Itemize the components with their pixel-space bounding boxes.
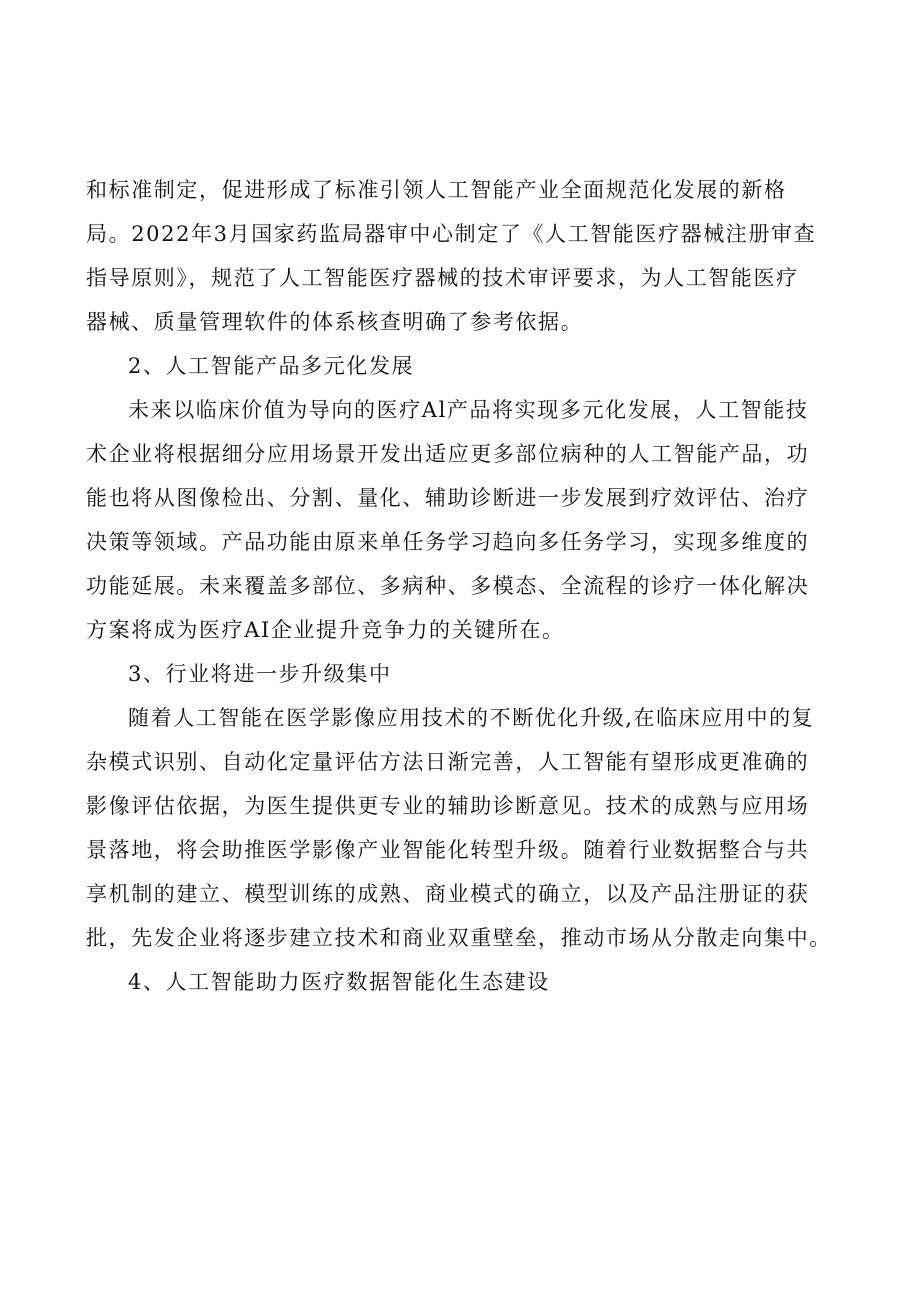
section-heading-4: 4、人工智能助力医疗数据智能化生态建设 <box>128 970 550 994</box>
paragraph-first-line: 随着人工智能在医学影像应用技术的不断优化升级,在临床应用中的复 <box>128 706 815 730</box>
paragraph-line: 批，先发企业将逐步建立技术和商业双重壁垒，推动市场从分散走向集中。 <box>86 926 832 950</box>
paragraph-line: 决策等领域。产品功能由原来单任务学习趋向多任务学习，实现多维度的 <box>86 530 810 554</box>
paragraph-line: 指导原则》，规范了人工智能医疗器械的技术审评要求，为人工智能医疗 <box>86 266 799 290</box>
paragraph-line: 功能延展。未来覆盖多部位、多病种、多模态、全流程的诊疗一体化解决 <box>86 574 810 598</box>
paragraph-first-line: 未来以临床价值为导向的医疗Al产品将实现多元化发展，人工智能技 <box>128 398 809 422</box>
paragraph-line: 能也将从图像检出、分割、量化、辅助诊断进一步发展到疗效评估、治疗 <box>86 486 810 510</box>
paragraph-line: 景落地，将会助推医学影像产业智能化转型升级。随着行业数据整合与共 <box>86 838 810 862</box>
paragraph-line: 和标准制定，促进形成了标准引领人工智能产业全面规范化发展的新格 <box>86 178 787 202</box>
paragraph-line: 方案将成为医疗AI企业提升竞争力的关键所在。 <box>86 618 565 642</box>
paragraph-line: 杂模式识别、自动化定量评估方法日渐完善，人工智能有望形成更准确的 <box>86 750 810 774</box>
paragraph-line: 局。2022年3月国家药监局器审中心制定了《人工智能医疗器械注册审查 <box>86 222 817 246</box>
paragraph-line: 影像评估依据，为医生提供更专业的辅助诊断意见。技术的成熟与应用场 <box>86 794 810 818</box>
paragraph-line: 享机制的建立、模型训练的成熟、商业模式的确立，以及产品注册证的获 <box>86 882 810 906</box>
document-page <box>86 168 846 1004</box>
section-heading-3: 3、行业将进一步升级集中 <box>128 662 392 686</box>
paragraph-line: 器械、质量管理软件的体系核查明确了参考依据。 <box>86 310 584 334</box>
paragraph-line: 术企业将根据细分应用场景开发出适应更多部位病种的人工智能产品，功 <box>86 442 810 466</box>
section-heading-2: 2、人工智能产品多元化发展 <box>128 354 415 378</box>
